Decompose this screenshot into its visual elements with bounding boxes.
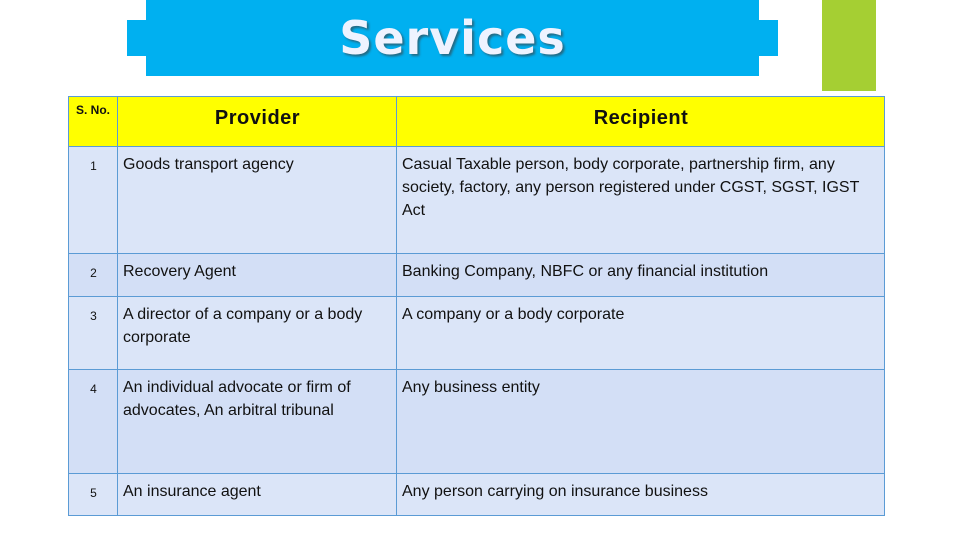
table-row (69, 474, 885, 516)
cell-recipient: Banking Company, NBFC or any financial institution (397, 254, 885, 297)
cell-provider: An individual advocate or firm of advocates, An arbitral tribunal (118, 370, 397, 474)
cell-recipient: A company or a body corporate (397, 297, 885, 370)
slide-title: Services (339, 11, 566, 65)
cell-recipient: Any person carrying on insurance business (397, 474, 885, 516)
cell-sno: 4 (69, 370, 118, 474)
cell-sno: 1 (69, 147, 118, 254)
cell-recipient: Casual Taxable person, body corporate, partnership firm, any society, factory, any person registered under CGST, SGST, IGST Act (397, 147, 885, 254)
cell-provider: A director of a company or a body corporate (118, 297, 397, 370)
table-row (69, 254, 885, 297)
title-bar-left-decoration (127, 20, 147, 56)
accent-bar (822, 0, 876, 91)
cell-provider: An insurance agent (118, 474, 397, 516)
title-bar-right-decoration (758, 20, 778, 56)
services-table (68, 96, 885, 516)
header-sno: S. No. (69, 97, 118, 147)
cell-sno: 5 (69, 474, 118, 516)
cell-sno: 3 (69, 297, 118, 370)
header-provider: Provider (118, 97, 397, 147)
table-row (69, 370, 885, 474)
header-recipient: Recipient (397, 97, 885, 147)
cell-provider: Goods transport agency (118, 147, 397, 254)
table-row (69, 297, 885, 370)
table-header-row (69, 97, 885, 147)
cell-provider: Recovery Agent (118, 254, 397, 297)
cell-recipient: Any business entity (397, 370, 885, 474)
table-row (69, 147, 885, 254)
cell-sno: 2 (69, 254, 118, 297)
